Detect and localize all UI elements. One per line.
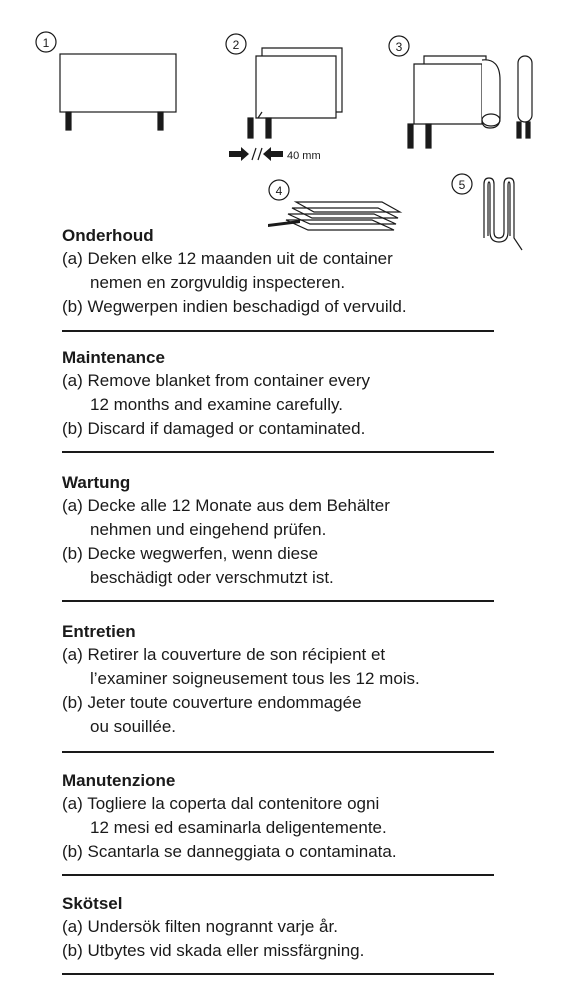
figure-1-blanket [60, 54, 176, 112]
figure-2-leg-left [248, 118, 253, 138]
section-divider [62, 330, 494, 332]
figure-3-panel-front [414, 64, 482, 124]
figure-3-side-leg-left [517, 122, 521, 138]
figure-5-number: 5 [458, 178, 466, 192]
instruction-line: (b) Scantarla se danneggiata o contaminata. [62, 842, 397, 861]
section-heading: Maintenance [62, 348, 165, 367]
instruction-line: beschädigt oder verschmutzt ist. [90, 568, 334, 587]
figure-2-arrow-right [229, 147, 249, 161]
section-heading: Wartung [62, 473, 131, 492]
section-divider [62, 751, 494, 753]
figure-4-layer-3 [288, 214, 396, 224]
instruction-line: 12 mesi ed esaminarla deligentemente. [90, 818, 387, 837]
figure-4-number: 4 [275, 184, 283, 198]
instruction-line: (b) Wegwerpen indien beschadigd of vervuild. [62, 297, 407, 316]
figure-2-dimension: 40 mm [287, 150, 321, 162]
section-heading: Onderhoud [62, 226, 154, 245]
section-heading: Entretien [62, 622, 136, 641]
figure-1-leg-right [158, 112, 163, 130]
figure-2-front-panel [256, 56, 336, 118]
illustrations [0, 0, 572, 260]
instruction-line: (a) Deken elke 12 maanden uit de container [62, 249, 393, 268]
figure-3-side-leg-right [526, 122, 530, 138]
section-divider [62, 973, 494, 975]
instruction-line: (b) Decke wegwerfen, wenn diese [62, 544, 319, 563]
figure-4 [268, 180, 400, 230]
figure-3-roll-side [518, 56, 532, 122]
instruction-line: (a) Decke alle 12 Monate aus dem Behälter [62, 496, 390, 515]
instruction-line: nehmen und eingehend prüfen. [90, 520, 327, 539]
section-heading: Skötsel [62, 894, 123, 913]
section-divider [62, 451, 494, 453]
instruction-line: (a) Retirer la couverture de son récipient et [62, 645, 386, 664]
instruction-line: ou souillée. [90, 717, 177, 736]
section-skotsel [62, 893, 494, 963]
section-heading: Manutenzione [62, 771, 176, 790]
figure-1-number: 1 [42, 36, 50, 50]
figure-2 [226, 34, 342, 162]
figure-3 [389, 36, 532, 148]
section-divider [62, 874, 494, 876]
figure-2-gap-mark-2 [258, 148, 262, 160]
figure-3-number: 3 [395, 40, 403, 54]
section-manutenzione [62, 770, 494, 864]
figure-1 [36, 32, 176, 130]
figure-4-layer-1 [296, 202, 400, 212]
instruction-line: (b) Discard if damaged or contaminated. [62, 419, 366, 438]
figure-2-number: 2 [232, 38, 240, 52]
figure-2-arrow-left [263, 147, 283, 161]
section-onderhoud [62, 225, 494, 319]
figure-2-leg-right [266, 118, 271, 138]
instruction-line: (a) Undersök filten nogrannt varje år. [62, 917, 338, 936]
figure-4-layer-2 [292, 208, 398, 218]
instruction-line: nemen en zorgvuldig inspecteren. [90, 273, 346, 292]
section-entretien [62, 621, 494, 739]
section-wartung [62, 472, 494, 590]
figure-2-gap-mark-1 [252, 148, 256, 160]
section-divider [62, 600, 494, 602]
instruction-line: 12 months and examine carefully. [90, 395, 343, 414]
figure-1-leg-left [66, 112, 71, 130]
figure-3-leg-left [408, 124, 413, 148]
figure-3-roll [482, 60, 500, 128]
section-maintenance [62, 347, 494, 441]
instruction-line: (a) Remove blanket from container every [62, 371, 371, 390]
instruction-line: (b) Utbytes vid skada eller missfärgning. [62, 941, 365, 960]
instruction-line: (b) Jeter toute couverture endommagée [62, 693, 362, 712]
instruction-line: (a) Togliere la coperta dal contenitore ogni [62, 794, 380, 813]
instruction-line: l’examiner soigneusement tous les 12 mois. [90, 669, 420, 688]
figure-3-leg-right [426, 124, 431, 148]
